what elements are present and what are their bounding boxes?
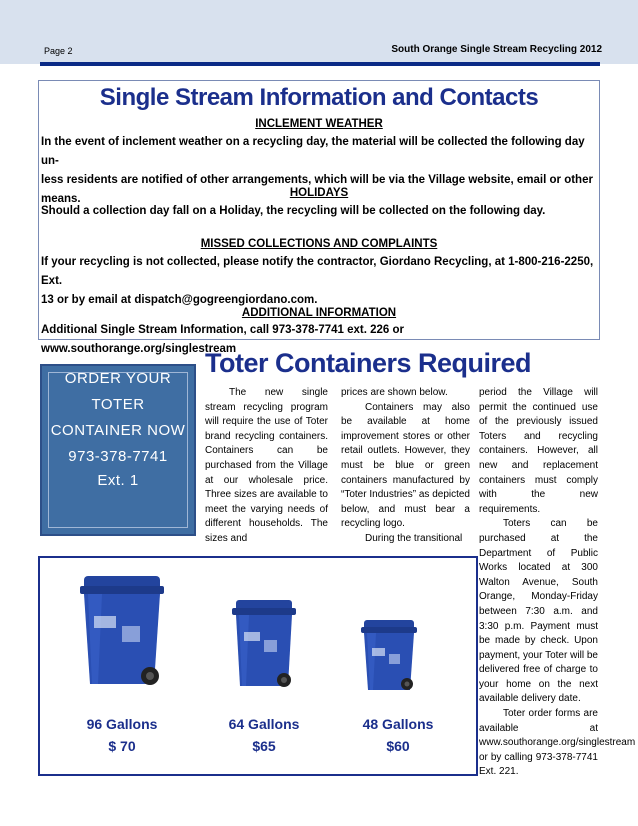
section-heading-additional: ADDITIONAL INFORMATION xyxy=(241,307,397,319)
section-heading-weather: INCLEMENT WEATHER xyxy=(255,118,383,130)
bins-box xyxy=(38,556,478,776)
body-line: less residents are notified of other arrangements, which will be via the Village website, email or other xyxy=(41,174,593,186)
bin-size-64: 64 Gallons xyxy=(228,716,300,732)
section-body-holidays xyxy=(41,202,596,221)
col1-paragraph: The new single stream recycling program will require the use of Toter brand recycling containers. Containers can be purchased from the Village at our wholesale price. Three sizes are available to meet the varying needs of different households. The sizes and xyxy=(205,387,328,544)
order-phone: 973-378-7741 xyxy=(68,448,168,465)
order-toter-box xyxy=(40,364,196,536)
col3-paragraph-b: Toters can be purchased at the Department of Public Works located at 300 Walton Avenue, South Orange, Monday-Friday between 7:30 a.m. and 3:30 p.m. Payment must be made by check. Upon payment, your Toter will be delivered free of charge to your home on the next available delivery date. xyxy=(479,518,598,705)
col3-paragraph-a: period the Village will permit the continued use of the previously issued Toters and recycling containers. However, all new and replacement containers must comply with the new requirements. xyxy=(479,387,598,515)
section-body-missed xyxy=(41,253,596,310)
section-heading-missed: MISSED COLLECTIONS AND COMPLAINTS xyxy=(200,238,438,250)
toter-96-gallon-image xyxy=(74,576,170,694)
col3-paragraph-c: Toter order forms are available at www.southorange.org/singlestream or by calling 973-378-7741 Ext. 221. xyxy=(479,708,636,778)
body-line: means. xyxy=(41,193,81,205)
toter-column-2 xyxy=(341,386,470,547)
bin-price-96: $ 70 xyxy=(108,738,136,754)
order-ext: Ext. 1 xyxy=(97,472,139,489)
body-line: Additional Single Stream Information, call 973-378-7741 ext. 226 or www.southorange.org/singlestream xyxy=(41,324,405,355)
page-number: Page 2 xyxy=(44,46,73,56)
col2-paragraph-c: During the transitional xyxy=(365,532,463,544)
col2-paragraph-a: prices are shown below. xyxy=(341,387,448,398)
toter-column-3 xyxy=(479,386,636,780)
order-line-1: ORDER YOUR xyxy=(64,370,172,387)
header-rule xyxy=(40,62,600,66)
order-line-3: CONTAINER NOW xyxy=(50,422,186,439)
body-line: In the event of inclement weather on a recycling day, the material will be collected the following day un- xyxy=(41,136,585,167)
order-line-2: TOTER xyxy=(91,396,145,413)
bin-price-48: $60 xyxy=(386,738,410,754)
toter-48-gallon-image xyxy=(358,620,420,696)
body-line: If your recycling is not collected, please notify the contractor, Giordano Recycling, at 1-800-216-2250, Ext. xyxy=(41,256,594,287)
bin-size-48: 48 Gallons xyxy=(362,716,434,732)
body-line: Should a collection day fall on a Holiday, the recycling will be collected on the following day. xyxy=(41,205,546,217)
running-title: South Orange Single Stream Recycling 2012 xyxy=(391,44,602,55)
bin-size-96: 96 Gallons xyxy=(86,716,158,732)
info-title: Single Stream Information and Contacts xyxy=(99,84,539,111)
bin-price-64: $65 xyxy=(252,738,276,754)
toter-64-gallon-image xyxy=(228,600,300,694)
toter-title: Toter Containers Required xyxy=(205,348,532,378)
toter-column-1 xyxy=(205,386,328,547)
col2-paragraph-b: Containers may also be available at home improvement stores or other retail outlets. However, they must be blue or green containers manufactured by “Toter Industries” as depicted below, and must bear a recycling logo. xyxy=(341,401,470,530)
body-line: 13 or by email at dispatch@gogreengiordano.com. xyxy=(41,294,318,306)
section-heading-holidays: HOLIDAYS xyxy=(289,187,349,199)
